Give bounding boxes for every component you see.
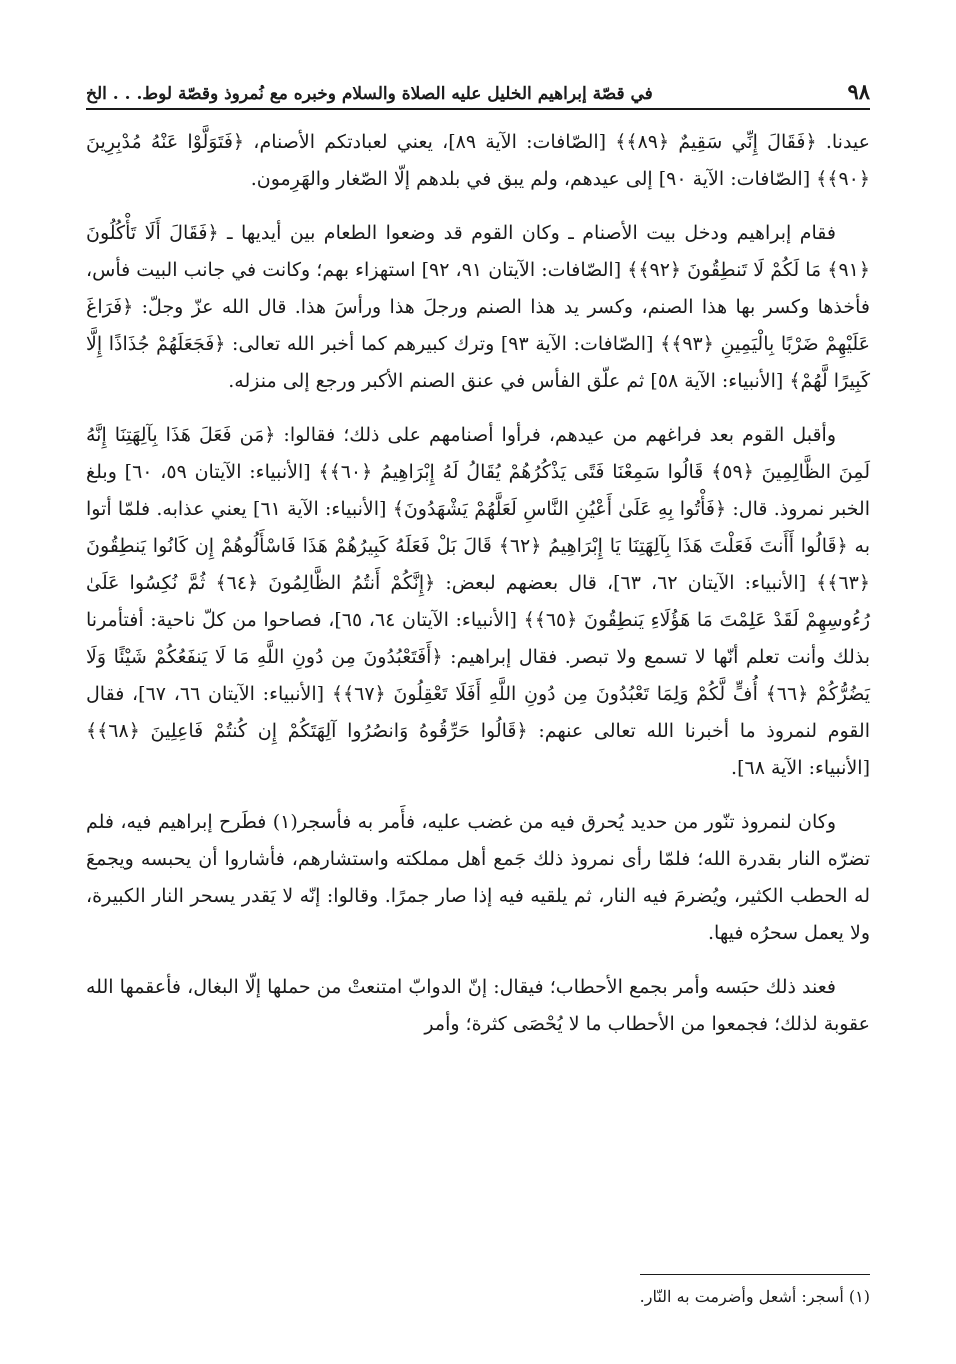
- running-title: في قصّة إبراهيم الخليل عليه الصلاة والسلام وخبره مع نُمروذ وقصّة لوط. . . الخ: [86, 84, 653, 104]
- paragraph: وأقبل القوم بعد فراغهم من عيدهم، فرأوا أصنامهم على ذلك؛ فقالوا: ﴿مَن فَعَلَ هَذَا بِآلِهَتِنَا إِنَّهُ لَمِنَ الظَّالِمِينَ ﴿٥٩﴾ قَالُوا سَمِعْنَا فَتًى يَذْكُرُهُمْ يُقَالُ لَهُ إِبْرَاهِيمُ ﴿٦٠﴾﴾ [الأنبياء: الآيتان ٥٩، ٦٠] وبلغ الخبر نمروذ. قال: ﴿فَأْتُوا بِهِ عَلَىٰ أَعْيُنِ النَّاسِ لَعَلَّهُمْ يَشْهَدُونَ﴾ [الأنبياء: الآية ٦١] يعني عذابه. فلمّا أتوا به ﴿قَالُوا أَأَنتَ فَعَلْتَ هَذَا بِآلِهَتِنَا يَا إِبْرَاهِيمُ ﴿٦٢﴾ قَالَ بَلْ فَعَلَهُ كَبِيرُهُمْ هَذَا فَاسْأَلُوهُمْ إِن كَانُوا يَنطِقُونَ ﴿٦٣﴾﴾ [الأنبياء: الآيتان ٦٢، ٦٣]، قال بعضهم لبعض: ﴿إِنَّكُمْ أَنتُمُ الظَّالِمُونَ ﴿٦٤﴾ ثُمَّ نُكِسُوا عَلَىٰ رُءُوسِهِمْ لَقَدْ عَلِمْتَ مَا هَؤُلَاءِ يَنطِقُونَ ﴿٦٥﴾﴾ [الأنبياء: الآيتان ٦٤، ٦٥]، فصاحوا من كلّ ناحية: أفتأمرنا بذلك وأنت تعلم أنّها لا تسمع ولا تبصر. فقال إبراهيم: ﴿أَفَتَعْبُدُونَ مِن دُونِ اللَّهِ مَا لَا يَنفَعُكُمْ شَيْئًا وَلَا يَضُرُّكُمْ ﴿٦٦﴾ أُفٍّ لَّكُمْ وَلِمَا تَعْبُدُونَ مِن دُونِ اللَّهِ أَفَلَا تَعْقِلُونَ ﴿٦٧﴾﴾ [الأنبياء: الآيتان ٦٦، ٦٧]، فقال القوم لنمروذ ما أخبرنا الله تعالى عنهم: ﴿قَالُوا حَرِّقُوهُ وَانصُرُوا آلِهَتَكُمْ إِن كُنتُمْ فَاعِلِينَ ﴿٦٨﴾﴾ [الأنبياء: الآية ٦٨].: [86, 424, 871, 779]
- footnote: (١) أسجر: أشعل وأضرمت به النّار.: [639, 1287, 870, 1306]
- paragraph: فقام إبراهيم ودخل بيت الأصنام ـ وكان القوم قد وضعوا الطعام بين أيديها ـ ﴿فَقَالَ أَلَا تَأْكُلُونَ ﴿٩١﴾ مَا لَكُمْ لَا تَنطِقُونَ ﴿٩٢﴾﴾ [الصّافات: الآيتان ٩١، ٩٢] استهزاء بهم؛ وكانت في جانب البيت فأس، فأخذها وكسر بها هذا الصنم، وكسر يد هذا الصنم ورجلَ هذا ورأسَ هذا. قال الله عزّ وجلّ: ﴿فَرَاغَ عَلَيْهِمْ ضَرْبًا بِالْيَمِينِ ﴿٩٣﴾﴾ [الصّافات: الآية ٩٣] وترك كبيرهم كما أخبر الله تعالى: ﴿فَجَعَلَهُمْ جُذَاذًا إِلَّا كَبِيرًا لَّهُمْ﴾ [الأنبياء: الآية ٥٨] ثم علّق الفأس في عنق الصنم الأكبر ورجع إلى منزله.: [86, 222, 871, 392]
- page-number: ٩٨: [847, 79, 870, 104]
- paragraph: وكان لنمروذ تنّور من حديد يُحرق فيه من غضب عليه، فأَمر به فأسجر(١) فطَرح إبراهيم فيه، فلم تضرّه النار بقدرة الله؛ فلمّا رأى نمروذ ذلك جَمع أهل مملكته واستشارهم، فأشاروا أن يحبسه ويجمعَ له الحطب الكثير، ويُضرمَ فيه النار، ثم يلقيه فيه إذا صار جمرًا. وقالوا: إنّه لا يَقدر يسحر النار الكبيرة، ولا يعمل سحرُه فيها.: [86, 811, 870, 944]
- footnote-divider: [640, 1274, 870, 1275]
- paragraph: عيدنا. ﴿فَقَالَ إِنِّي سَقِيمٌ ﴿٨٩﴾﴾ [الصّافات: الآية ٨٩]، يعني لعبادتكم الأصنام، ﴿فَتَوَلَّوْا عَنْهُ مُدْبِرِينَ ﴿٩٠﴾﴾ [الصّافات: الآية ٩٠] إلى عيدهم، ولم يبق في بلدهم إلّا الصّغار والهَرِمون.: [86, 131, 870, 190]
- paragraph: فعند ذلك حبَسه وأمر بجمع الأحطاب؛ فيقال: إنّ الدوابّ امتنعتْ من حملها إلّا البغال، فأعقمها الله عقوبة لذلك؛ فجمعوا من الأحطاب ما لا يُحْصَى كثرة؛ وأمر: [86, 976, 870, 1035]
- main-text: [86, 124, 870, 1060]
- page-header: [86, 66, 870, 110]
